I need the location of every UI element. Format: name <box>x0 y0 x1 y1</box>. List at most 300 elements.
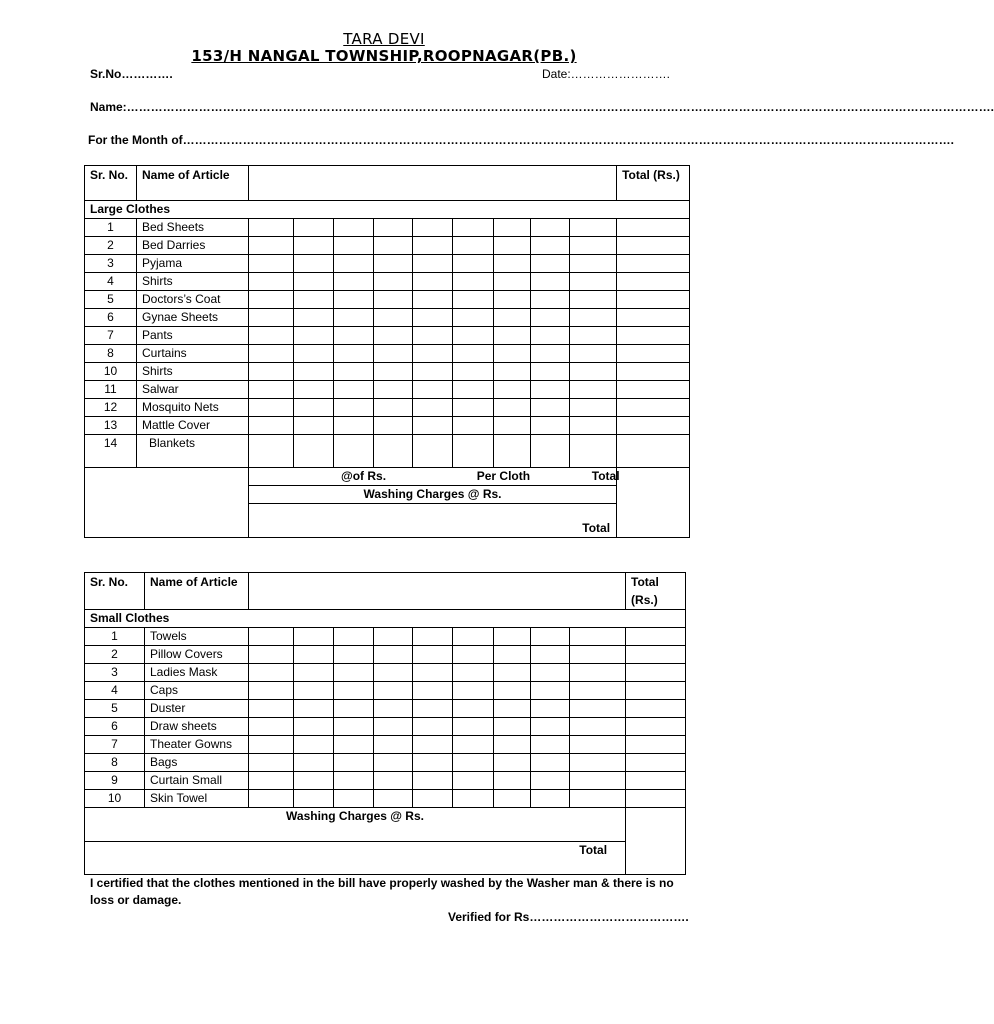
entry-cell[interactable] <box>294 646 334 664</box>
entry-cell[interactable] <box>494 345 531 363</box>
entry-cell[interactable] <box>413 417 453 435</box>
entry-cell[interactable] <box>334 628 374 646</box>
entry-cell[interactable] <box>249 682 294 700</box>
entry-cell[interactable] <box>494 628 531 646</box>
entry-cell[interactable] <box>617 363 690 381</box>
entry-cell[interactable] <box>374 381 413 399</box>
entry-cell[interactable] <box>294 700 334 718</box>
header-blank-cell <box>249 573 626 610</box>
entry-cell[interactable] <box>249 255 294 273</box>
entry-cell[interactable] <box>617 255 690 273</box>
entry-cell[interactable] <box>249 399 294 417</box>
table-row <box>85 273 690 291</box>
item-number: 8 <box>85 345 137 363</box>
washing-charges-label: Washing Charges @ Rs. <box>85 808 626 842</box>
entry-cell[interactable] <box>531 754 570 772</box>
item-name: Shirts <box>137 363 249 381</box>
entry-cell[interactable] <box>570 435 617 468</box>
entry-cell[interactable] <box>334 327 374 345</box>
entry-cell[interactable] <box>334 381 374 399</box>
entry-cell[interactable] <box>374 628 413 646</box>
entry-cell[interactable] <box>374 664 413 682</box>
entry-cell[interactable] <box>494 309 531 327</box>
entry-cell[interactable] <box>531 772 570 790</box>
entry-cell[interactable] <box>494 399 531 417</box>
entry-cell[interactable] <box>570 682 626 700</box>
entry-cell[interactable] <box>494 718 531 736</box>
entry-cell[interactable] <box>453 345 494 363</box>
entry-cell[interactable] <box>334 435 374 468</box>
entry-cell[interactable] <box>531 273 570 291</box>
entry-cell[interactable] <box>294 682 334 700</box>
entry-cell[interactable] <box>374 273 413 291</box>
table-row <box>85 381 690 399</box>
entry-cell[interactable] <box>374 772 413 790</box>
entry-cell[interactable] <box>334 309 374 327</box>
entry-cell[interactable] <box>374 399 413 417</box>
table-row <box>85 345 690 363</box>
item-number: 10 <box>85 363 137 381</box>
entry-cell[interactable] <box>617 399 690 417</box>
entry-cell[interactable] <box>374 718 413 736</box>
table-row <box>85 363 690 381</box>
entry-cell[interactable] <box>453 772 494 790</box>
entry-cell[interactable] <box>249 327 294 345</box>
entry-cell[interactable] <box>453 327 494 345</box>
entry-cell[interactable] <box>294 345 334 363</box>
entry-cell[interactable] <box>531 700 570 718</box>
item-name: Mattle Cover <box>137 417 249 435</box>
entry-cell[interactable] <box>294 754 334 772</box>
entry-cell[interactable] <box>334 772 374 790</box>
entry-cell[interactable] <box>570 363 617 381</box>
entry-cell[interactable] <box>617 435 690 468</box>
entry-cell[interactable] <box>531 646 570 664</box>
entry-cell[interactable] <box>494 327 531 345</box>
entry-cell[interactable] <box>531 309 570 327</box>
entry-cell[interactable] <box>531 435 570 468</box>
entry-cell[interactable] <box>570 237 617 255</box>
entry-cell[interactable] <box>494 237 531 255</box>
entry-cell[interactable] <box>453 363 494 381</box>
entry-cell[interactable] <box>570 736 626 754</box>
entry-cell[interactable] <box>249 736 294 754</box>
entry-cell[interactable] <box>249 718 294 736</box>
entry-cell[interactable] <box>453 682 494 700</box>
entry-cell[interactable] <box>413 700 453 718</box>
item-name: Skin Towel <box>145 790 249 808</box>
entry-cell[interactable] <box>294 628 334 646</box>
small-clothes-table <box>84 572 686 875</box>
entry-cell[interactable] <box>570 255 617 273</box>
entry-cell[interactable] <box>374 790 413 808</box>
item-number: 3 <box>85 664 145 682</box>
entry-cell[interactable] <box>413 363 453 381</box>
entry-cell[interactable] <box>626 646 686 664</box>
entry-cell[interactable] <box>249 237 294 255</box>
entry-cell[interactable] <box>374 291 413 309</box>
entry-cell[interactable] <box>249 345 294 363</box>
entry-cell[interactable] <box>570 273 617 291</box>
entry-cell[interactable] <box>334 345 374 363</box>
entry-cell[interactable] <box>413 628 453 646</box>
entry-cell[interactable] <box>294 273 334 291</box>
entry-cell[interactable] <box>570 417 617 435</box>
grand-total-label: Total <box>249 504 617 538</box>
entry-cell[interactable] <box>413 664 453 682</box>
entry-cell[interactable] <box>531 291 570 309</box>
entry-cell[interactable] <box>494 219 531 237</box>
entry-cell[interactable] <box>334 718 374 736</box>
entry-cell[interactable] <box>531 363 570 381</box>
entry-cell[interactable] <box>374 327 413 345</box>
entry-cell[interactable] <box>374 255 413 273</box>
entry-cell[interactable] <box>334 700 374 718</box>
entry-cell[interactable] <box>494 417 531 435</box>
entry-cell[interactable] <box>249 790 294 808</box>
owner-address: 153/H NANGAL TOWNSHIP,ROOPNAGAR(PB.) <box>191 47 577 65</box>
table-row <box>85 754 686 772</box>
small-total-label: Total <box>85 842 626 875</box>
entry-cell[interactable] <box>453 417 494 435</box>
entry-cell[interactable] <box>294 363 334 381</box>
entry-cell[interactable] <box>494 664 531 682</box>
entry-cell[interactable] <box>617 417 690 435</box>
entry-cell[interactable] <box>294 772 334 790</box>
entry-cell[interactable] <box>626 664 686 682</box>
item-number: 1 <box>85 628 145 646</box>
entry-cell[interactable] <box>294 718 334 736</box>
entry-cell[interactable] <box>334 646 374 664</box>
entry-cell[interactable] <box>617 291 690 309</box>
washing-charges-label: Washing Charges @ Rs. <box>249 486 617 504</box>
entry-cell[interactable] <box>294 219 334 237</box>
entry-cell[interactable] <box>626 700 686 718</box>
col-header-name: Name of Article <box>137 166 249 201</box>
entry-cell[interactable] <box>334 790 374 808</box>
item-number: 12 <box>85 399 137 417</box>
table-row <box>85 790 686 808</box>
entry-cell[interactable] <box>494 646 531 664</box>
entry-cell[interactable] <box>531 718 570 736</box>
item-number: 10 <box>85 790 145 808</box>
entry-cell[interactable] <box>413 291 453 309</box>
entry-cell[interactable] <box>453 381 494 399</box>
item-number: 8 <box>85 754 145 772</box>
entry-cell[interactable] <box>249 435 294 468</box>
entry-cell[interactable] <box>413 754 453 772</box>
entry-cell[interactable] <box>531 682 570 700</box>
entry-cell[interactable] <box>453 790 494 808</box>
item-number: 3 <box>85 255 137 273</box>
entry-cell[interactable] <box>374 237 413 255</box>
entry-cell[interactable] <box>413 736 453 754</box>
item-name: Theater Gowns <box>145 736 249 754</box>
entry-cell[interactable] <box>531 790 570 808</box>
entry-cell[interactable] <box>334 237 374 255</box>
entry-cell[interactable] <box>494 363 531 381</box>
entry-cell[interactable] <box>334 682 374 700</box>
entry-cell[interactable] <box>334 255 374 273</box>
entry-cell[interactable] <box>494 291 531 309</box>
date-field: Date:……………………. <box>542 67 671 81</box>
entry-cell[interactable] <box>626 718 686 736</box>
entry-cell[interactable] <box>494 736 531 754</box>
item-name: Ladies Mask <box>145 664 249 682</box>
entry-cell[interactable] <box>570 718 626 736</box>
entry-cell[interactable] <box>531 255 570 273</box>
entry-cell[interactable] <box>374 754 413 772</box>
entry-cell[interactable] <box>626 790 686 808</box>
small-section-row <box>85 610 686 628</box>
entry-cell[interactable] <box>570 646 626 664</box>
entry-cell[interactable] <box>453 628 494 646</box>
entry-cell[interactable] <box>453 273 494 291</box>
table-row <box>85 399 690 417</box>
entry-cell[interactable] <box>249 664 294 682</box>
item-name: Caps <box>145 682 249 700</box>
entry-cell[interactable] <box>294 736 334 754</box>
entry-cell[interactable] <box>494 772 531 790</box>
entry-cell[interactable] <box>453 237 494 255</box>
entry-cell[interactable] <box>453 736 494 754</box>
entry-cell[interactable] <box>453 718 494 736</box>
entry-cell[interactable] <box>294 327 334 345</box>
entry-cell[interactable] <box>570 399 617 417</box>
entry-cell[interactable] <box>617 309 690 327</box>
entry-cell[interactable] <box>570 327 617 345</box>
item-name: Gynae Sheets <box>137 309 249 327</box>
section-label: Large Clothes <box>85 201 690 219</box>
entry-cell[interactable] <box>570 628 626 646</box>
entry-cell[interactable] <box>453 291 494 309</box>
entry-cell[interactable] <box>494 790 531 808</box>
entry-cell[interactable] <box>294 435 334 468</box>
entry-cell[interactable] <box>531 664 570 682</box>
entry-cell[interactable] <box>494 700 531 718</box>
rate-line <box>249 468 620 486</box>
entry-cell[interactable] <box>249 772 294 790</box>
entry-cell[interactable] <box>294 381 334 399</box>
item-name: Pants <box>137 327 249 345</box>
entry-cell[interactable] <box>413 345 453 363</box>
entry-cell[interactable] <box>294 291 334 309</box>
entry-cell[interactable] <box>453 646 494 664</box>
entry-cell[interactable] <box>626 682 686 700</box>
entry-cell[interactable] <box>531 417 570 435</box>
table-row <box>85 646 686 664</box>
item-name: Towels <box>145 628 249 646</box>
table-row <box>85 237 690 255</box>
item-number: 6 <box>85 718 145 736</box>
entry-cell[interactable] <box>570 754 626 772</box>
entry-cell[interactable] <box>453 309 494 327</box>
entry-cell[interactable] <box>494 435 531 468</box>
entry-cell[interactable] <box>294 664 334 682</box>
entry-cell[interactable] <box>413 435 453 468</box>
entry-cell[interactable] <box>413 219 453 237</box>
entry-cell[interactable] <box>570 345 617 363</box>
entry-cell[interactable] <box>531 628 570 646</box>
entry-cell[interactable] <box>413 772 453 790</box>
entry-cell[interactable] <box>413 327 453 345</box>
entry-cell[interactable] <box>249 363 294 381</box>
entry-cell[interactable] <box>626 736 686 754</box>
entry-cell[interactable] <box>413 273 453 291</box>
entry-cell[interactable] <box>626 754 686 772</box>
entry-cell[interactable] <box>294 399 334 417</box>
entry-cell[interactable] <box>570 309 617 327</box>
entry-cell[interactable] <box>413 718 453 736</box>
entry-cell[interactable] <box>249 700 294 718</box>
entry-cell[interactable] <box>374 736 413 754</box>
entry-cell[interactable] <box>617 219 690 237</box>
entry-cell[interactable] <box>334 399 374 417</box>
item-number: 6 <box>85 309 137 327</box>
entry-cell[interactable] <box>531 237 570 255</box>
entry-cell[interactable] <box>249 381 294 399</box>
entry-cell[interactable] <box>374 363 413 381</box>
table-row <box>85 219 690 237</box>
entry-cell[interactable] <box>374 417 413 435</box>
entry-cell[interactable] <box>249 273 294 291</box>
item-name: Duster <box>145 700 249 718</box>
entry-cell[interactable] <box>531 345 570 363</box>
entry-cell[interactable] <box>374 345 413 363</box>
entry-cell[interactable] <box>626 772 686 790</box>
entry-cell[interactable] <box>334 273 374 291</box>
entry-cell[interactable] <box>294 255 334 273</box>
entry-cell[interactable] <box>334 736 374 754</box>
entry-cell[interactable] <box>413 399 453 417</box>
entry-cell[interactable] <box>413 381 453 399</box>
per-cloth-label: Per Cloth <box>476 469 531 483</box>
entry-cell[interactable] <box>334 363 374 381</box>
entry-cell[interactable] <box>453 255 494 273</box>
entry-cell[interactable] <box>294 237 334 255</box>
table-row <box>85 291 690 309</box>
entry-cell[interactable] <box>334 417 374 435</box>
entry-cell[interactable] <box>413 790 453 808</box>
entry-cell[interactable] <box>617 345 690 363</box>
entry-cell[interactable] <box>531 219 570 237</box>
entry-cell[interactable] <box>617 273 690 291</box>
item-number: 5 <box>85 700 145 718</box>
entry-cell[interactable] <box>617 237 690 255</box>
small-washing-row <box>85 808 686 842</box>
entry-cell[interactable] <box>617 327 690 345</box>
entry-cell[interactable] <box>453 399 494 417</box>
entry-cell[interactable] <box>249 309 294 327</box>
entry-cell[interactable] <box>294 417 334 435</box>
col-header-total: Total (Rs.) <box>626 573 686 610</box>
entry-cell[interactable] <box>374 219 413 237</box>
table-row <box>85 700 686 718</box>
entry-cell[interactable] <box>294 309 334 327</box>
entry-cell[interactable] <box>570 664 626 682</box>
entry-cell[interactable] <box>374 700 413 718</box>
entry-cell[interactable] <box>531 736 570 754</box>
item-number: 11 <box>85 381 137 399</box>
owner-name: TARA DEVI <box>343 30 425 48</box>
entry-cell[interactable] <box>453 219 494 237</box>
entry-cell[interactable] <box>374 435 413 468</box>
entry-cell[interactable] <box>570 700 626 718</box>
item-name: Mosquito Nets <box>137 399 249 417</box>
certification-text: I certified that the clothes mentioned in the bill have properly washed by the Washer man & there is no loss or damage. <box>90 876 674 907</box>
item-name: Doctors’s Coat <box>137 291 249 309</box>
entry-cell[interactable] <box>453 700 494 718</box>
entry-cell[interactable] <box>531 327 570 345</box>
item-name: Draw sheets <box>145 718 249 736</box>
table-row <box>85 435 690 468</box>
entry-cell[interactable] <box>494 381 531 399</box>
entry-cell[interactable] <box>374 682 413 700</box>
item-number: 5 <box>85 291 137 309</box>
col-header-srno: Sr. No. <box>85 166 137 201</box>
entry-cell[interactable] <box>249 219 294 237</box>
entry-cell[interactable] <box>453 664 494 682</box>
entry-cell[interactable] <box>531 399 570 417</box>
item-name: Bed Sheets <box>137 219 249 237</box>
large-clothes-table <box>84 165 690 538</box>
entry-cell[interactable] <box>249 646 294 664</box>
entry-cell[interactable] <box>334 754 374 772</box>
item-name: Bed Darries <box>137 237 249 255</box>
entry-cell[interactable] <box>570 772 626 790</box>
item-name: Salwar <box>137 381 249 399</box>
table-row <box>85 628 686 646</box>
item-name: Shirts <box>137 273 249 291</box>
entry-cell[interactable] <box>531 381 570 399</box>
entry-cell[interactable] <box>413 646 453 664</box>
entry-cell[interactable] <box>494 754 531 772</box>
entry-cell[interactable] <box>334 219 374 237</box>
col-header-srno: Sr. No. <box>85 573 145 610</box>
entry-cell[interactable] <box>570 291 617 309</box>
entry-cell[interactable] <box>570 381 617 399</box>
total-box <box>617 468 690 538</box>
entry-cell[interactable] <box>453 754 494 772</box>
item-number: 7 <box>85 736 145 754</box>
entry-cell[interactable] <box>617 381 690 399</box>
item-name: Pillow Covers <box>145 646 249 664</box>
small-table-header-row <box>85 573 686 610</box>
entry-cell[interactable] <box>334 664 374 682</box>
entry-cell[interactable] <box>413 682 453 700</box>
total-box <box>626 808 686 875</box>
entry-cell[interactable] <box>334 291 374 309</box>
entry-cell[interactable] <box>413 237 453 255</box>
entry-cell[interactable] <box>249 628 294 646</box>
entry-cell[interactable] <box>374 646 413 664</box>
entry-cell[interactable] <box>249 417 294 435</box>
entry-cell[interactable] <box>494 255 531 273</box>
entry-cell[interactable] <box>494 682 531 700</box>
entry-cell[interactable] <box>413 309 453 327</box>
entry-cell[interactable] <box>413 255 453 273</box>
entry-cell[interactable] <box>249 291 294 309</box>
entry-cell[interactable] <box>453 435 494 468</box>
entry-cell[interactable] <box>374 309 413 327</box>
entry-cell[interactable] <box>570 790 626 808</box>
entry-cell[interactable] <box>626 628 686 646</box>
entry-cell[interactable] <box>570 219 617 237</box>
item-number: 14 <box>85 435 137 468</box>
entry-cell[interactable] <box>494 273 531 291</box>
entry-cell[interactable] <box>294 790 334 808</box>
entry-cell[interactable] <box>249 754 294 772</box>
